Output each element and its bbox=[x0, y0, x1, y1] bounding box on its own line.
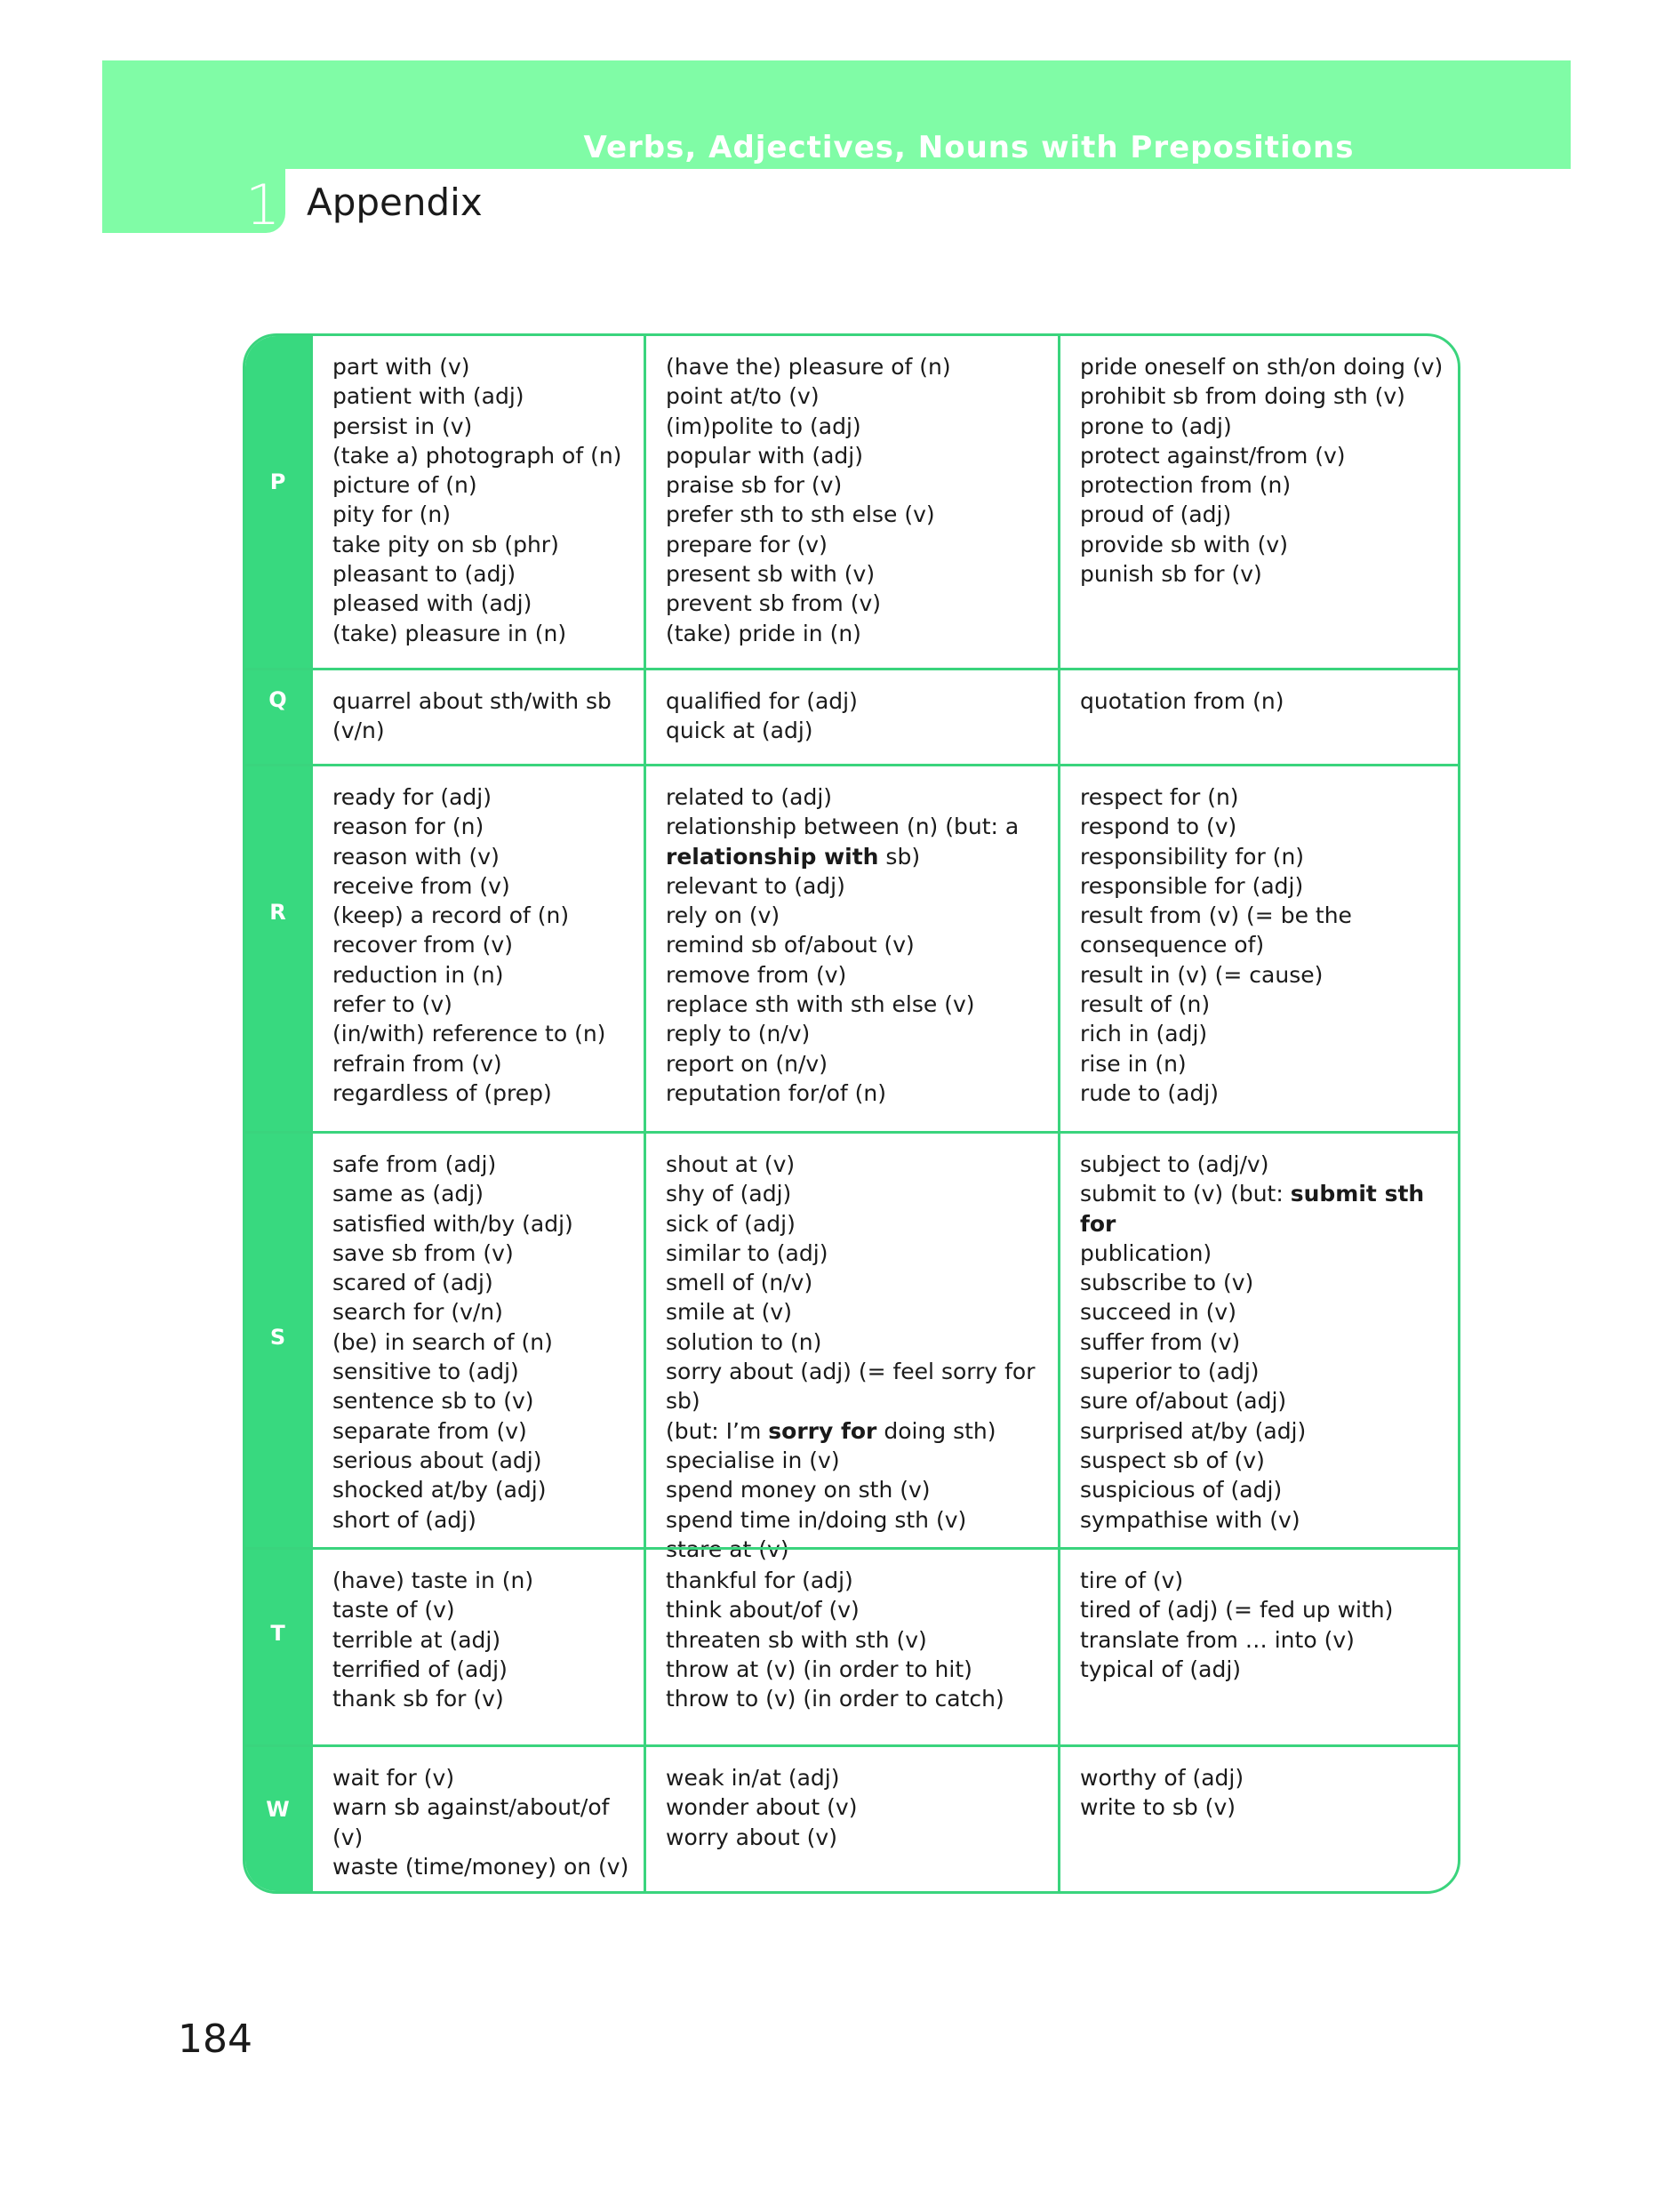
list-item: solution to (n) bbox=[666, 1328, 822, 1355]
list-item: sorry about (adj) (= feel sorry for sb) bbox=[666, 1359, 1036, 1415]
list-item: relevant to (adj) bbox=[666, 872, 845, 899]
list-item: shocked at/by (adj) bbox=[332, 1477, 547, 1503]
list-item: picture of (n) bbox=[332, 472, 477, 499]
list-item: sensitive to (adj) bbox=[332, 1359, 519, 1385]
list-item: reply to (n/v) bbox=[666, 1021, 811, 1047]
table-cell bbox=[644, 1550, 1058, 1744]
row-letter: W bbox=[266, 1797, 290, 1822]
row-letter: R bbox=[269, 900, 286, 925]
list-item: responsibility for (n) bbox=[1080, 843, 1305, 870]
table-cell bbox=[644, 766, 1058, 1131]
list-item: present sb with (v) bbox=[666, 561, 876, 588]
list-item: pride oneself on sth/on doing (v) bbox=[1080, 354, 1444, 380]
list-item: (take) pleasure in (n) bbox=[332, 620, 567, 646]
list-item: terrified of (adj) bbox=[332, 1656, 508, 1682]
list-item: prohibit sb from doing sth (v) bbox=[1080, 383, 1405, 410]
table-cell bbox=[1058, 1134, 1460, 1547]
table-row-s bbox=[245, 1131, 1458, 1562]
table-cell bbox=[644, 670, 1058, 764]
section-title: Verbs, Adjectives, Nouns with Prepositions bbox=[583, 130, 1355, 165]
list-item: refrain from (v) bbox=[332, 1050, 502, 1077]
list-item: succeed in (v) bbox=[1080, 1299, 1236, 1326]
list-item: regardless of (prep) bbox=[332, 1079, 552, 1106]
table-cell bbox=[1058, 336, 1460, 668]
table-cell bbox=[644, 1747, 1058, 1894]
list-item: surprised at/by (adj) bbox=[1080, 1417, 1307, 1444]
table-cell bbox=[1058, 1550, 1460, 1744]
list-item: short of (adj) bbox=[332, 1506, 476, 1533]
list-item: refer to (v) bbox=[332, 991, 452, 1018]
row-letter: T bbox=[270, 1621, 285, 1646]
table-cell bbox=[1058, 766, 1460, 1131]
list-item: reason for (n) bbox=[332, 814, 484, 840]
list-item: (take) pride in (n) bbox=[666, 620, 861, 646]
page-title: Appendix bbox=[307, 180, 483, 224]
list-item: thankful for (adj) bbox=[666, 1568, 853, 1593]
list-item: result of (n) bbox=[1080, 991, 1211, 1018]
list-item: proud of (adj) bbox=[1080, 501, 1232, 528]
list-item: worry about (v) bbox=[666, 1824, 837, 1850]
list-item: protect against/from (v) bbox=[1080, 442, 1346, 469]
list-item: spend time in/doing sth (v) bbox=[666, 1506, 967, 1533]
list-item: reason with (v) bbox=[332, 843, 500, 870]
list-item: prepare for (v) bbox=[666, 531, 828, 557]
list-item: (im)polite to (adj) bbox=[666, 413, 861, 439]
list-item: respond to (v) bbox=[1080, 814, 1237, 840]
list-item: reputation for/of (n) bbox=[666, 1079, 886, 1106]
table-row-q bbox=[245, 668, 1458, 764]
list-item: tired of (adj) (= fed up with) bbox=[1080, 1597, 1394, 1624]
list-item: relationship between (n) (but: a bbox=[666, 814, 1020, 840]
list-item: related to (adj) bbox=[666, 784, 833, 810]
list-item: relationship with sb) bbox=[666, 843, 921, 870]
list-item: (keep) a record of (n) bbox=[332, 902, 570, 929]
list-item: suspect sb of (v) bbox=[1080, 1447, 1265, 1473]
table-cell bbox=[1058, 670, 1460, 764]
list-item: recover from (v) bbox=[332, 932, 513, 958]
list-item: publication) bbox=[1080, 1239, 1212, 1266]
list-item: wonder about (v) bbox=[666, 1794, 858, 1821]
list-item: prefer sth to sth else (v) bbox=[666, 501, 935, 528]
list-item: praise sb for (v) bbox=[666, 472, 843, 499]
list-item: same as (adj) bbox=[332, 1181, 484, 1207]
list-item: prevent sb from (v) bbox=[666, 590, 882, 617]
list-item: similar to (adj) bbox=[666, 1239, 828, 1266]
row-letter: S bbox=[269, 1325, 286, 1350]
table-cell bbox=[644, 336, 1058, 668]
prepositions-table bbox=[243, 333, 1460, 1894]
list-item: sick of (adj) bbox=[666, 1210, 796, 1237]
list-item: receive from (v) bbox=[332, 872, 510, 899]
list-item: respect for (n) bbox=[1080, 784, 1239, 810]
list-item: stare at (v) bbox=[666, 1535, 789, 1562]
row-letter: P bbox=[269, 469, 286, 494]
chapter-number: 1 bbox=[245, 172, 281, 237]
list-item: submit to (v) (but: submit sth for bbox=[1080, 1181, 1425, 1237]
list-item: provide sb with (v) bbox=[1080, 531, 1288, 557]
list-item: serious about (adj) bbox=[332, 1447, 542, 1473]
list-item: sentence sb to (v) bbox=[332, 1388, 534, 1415]
list-item: (but: I’m sorry for doing sth) bbox=[666, 1417, 996, 1444]
list-item: pleased with (adj) bbox=[332, 590, 532, 617]
list-item: scared of (adj) bbox=[332, 1270, 493, 1296]
list-item: reduction in (n) bbox=[332, 961, 504, 988]
list-item: spend money on sth (v) bbox=[666, 1477, 931, 1503]
table-row-p bbox=[245, 336, 1458, 668]
list-item: separate from (v) bbox=[332, 1417, 527, 1444]
list-item: taste of (v) bbox=[332, 1597, 455, 1624]
list-item: replace sth with sth else (v) bbox=[666, 991, 975, 1018]
list-item: ready for (adj) bbox=[332, 784, 492, 810]
list-item: rise in (n) bbox=[1080, 1050, 1187, 1077]
list-item: patient with (adj) bbox=[332, 383, 524, 410]
list-item: responsible for (adj) bbox=[1080, 872, 1304, 899]
list-item: (v/n) bbox=[332, 718, 385, 744]
list-item: safe from (adj) bbox=[332, 1151, 497, 1177]
list-item: terrible at (adj) bbox=[332, 1626, 501, 1653]
list-item: translate from … into (v) bbox=[1080, 1626, 1355, 1653]
list-item: rude to (adj) bbox=[1080, 1079, 1220, 1106]
table-row-t bbox=[245, 1547, 1458, 1744]
table-cell bbox=[644, 1134, 1058, 1562]
list-item: quotation from (n) bbox=[1080, 688, 1284, 714]
list-item: part with (v) bbox=[332, 354, 470, 380]
list-item: take pity on sb (phr) bbox=[332, 531, 559, 557]
list-item: prone to (adj) bbox=[1080, 413, 1232, 439]
list-item: sure of/about (adj) bbox=[1080, 1388, 1287, 1415]
list-item: remove from (v) bbox=[666, 961, 847, 988]
page-number: 184 bbox=[178, 2017, 252, 2062]
list-item: persist in (v) bbox=[332, 413, 473, 439]
table-cell bbox=[310, 766, 644, 1131]
table-cell bbox=[310, 670, 644, 764]
list-item: satisfied with/by (adj) bbox=[332, 1210, 573, 1237]
list-item: smell of (n/v) bbox=[666, 1270, 813, 1296]
list-item: pleasant to (adj) bbox=[332, 561, 516, 588]
table-cell bbox=[310, 1550, 644, 1744]
list-item: (in/with) reference to (n) bbox=[332, 1021, 606, 1047]
list-item: threaten sb with sth (v) bbox=[666, 1626, 927, 1653]
list-item: subscribe to (v) bbox=[1080, 1270, 1254, 1296]
list-item: popular with (adj) bbox=[666, 442, 863, 469]
list-item: thank sb for (v) bbox=[332, 1686, 504, 1712]
list-item: (have the) pleasure of (n) bbox=[666, 354, 951, 380]
list-item: suspicious of (adj) bbox=[1080, 1477, 1283, 1503]
table-cell bbox=[310, 1747, 644, 1894]
table-cell bbox=[310, 1134, 644, 1547]
list-item: save sb from (v) bbox=[332, 1239, 514, 1266]
list-item: remind sb of/about (v) bbox=[666, 932, 915, 958]
list-item: result from (v) (= be the bbox=[1080, 902, 1352, 929]
list-item: wait for (v) bbox=[332, 1765, 455, 1791]
list-item: worthy of (adj) bbox=[1080, 1765, 1244, 1791]
table-cell bbox=[310, 336, 644, 668]
list-item: consequence of) bbox=[1080, 932, 1265, 958]
list-item: shout at (v) bbox=[666, 1151, 796, 1177]
list-item: suffer from (v) bbox=[1080, 1328, 1241, 1355]
list-item: weak in/at (adj) bbox=[666, 1765, 840, 1791]
list-item: quick at (adj) bbox=[666, 718, 813, 744]
list-item: subject to (adj/v) bbox=[1080, 1151, 1269, 1177]
list-item: point at/to (v) bbox=[666, 383, 820, 410]
list-item: result in (v) (= cause) bbox=[1080, 961, 1324, 988]
list-item: rich in (adj) bbox=[1080, 1021, 1208, 1047]
list-item: (have) taste in (n) bbox=[332, 1568, 534, 1593]
list-item: smile at (v) bbox=[666, 1299, 792, 1326]
table-row-w bbox=[245, 1744, 1458, 1894]
list-item: specialise in (v) bbox=[666, 1447, 840, 1473]
list-item: pity for (n) bbox=[332, 501, 452, 528]
list-item: qualified for (adj) bbox=[666, 688, 858, 714]
list-item: tire of (v) bbox=[1080, 1568, 1184, 1593]
list-item: (take a) photograph of (n) bbox=[332, 442, 622, 469]
list-item: punish sb for (v) bbox=[1080, 561, 1262, 588]
list-item: typical of (adj) bbox=[1080, 1656, 1242, 1682]
list-item: report on (n/v) bbox=[666, 1050, 828, 1077]
list-item: shy of (adj) bbox=[666, 1181, 792, 1207]
list-item: protection from (n) bbox=[1080, 472, 1292, 499]
list-item: throw to (v) (in order to catch) bbox=[666, 1686, 1004, 1712]
list-item: waste (time/money) on (v) bbox=[332, 1853, 629, 1880]
list-item: throw at (v) (in order to hit) bbox=[666, 1656, 972, 1682]
table-cell bbox=[1058, 1747, 1460, 1894]
list-item: write to sb (v) bbox=[1080, 1794, 1236, 1821]
list-item: think about/of (v) bbox=[666, 1597, 860, 1624]
list-item: (be) in search of (n) bbox=[332, 1328, 553, 1355]
list-item: sympathise with (v) bbox=[1080, 1506, 1300, 1533]
list-item: superior to (adj) bbox=[1080, 1359, 1260, 1385]
list-item: warn sb against/about/of (v) bbox=[332, 1794, 610, 1850]
table-row-r bbox=[245, 764, 1458, 1131]
row-letter: Q bbox=[268, 687, 287, 712]
list-item: rely on (v) bbox=[666, 902, 780, 929]
list-item: search for (v/n) bbox=[332, 1299, 503, 1326]
list-item: quarrel about sth/with sb bbox=[332, 688, 612, 714]
